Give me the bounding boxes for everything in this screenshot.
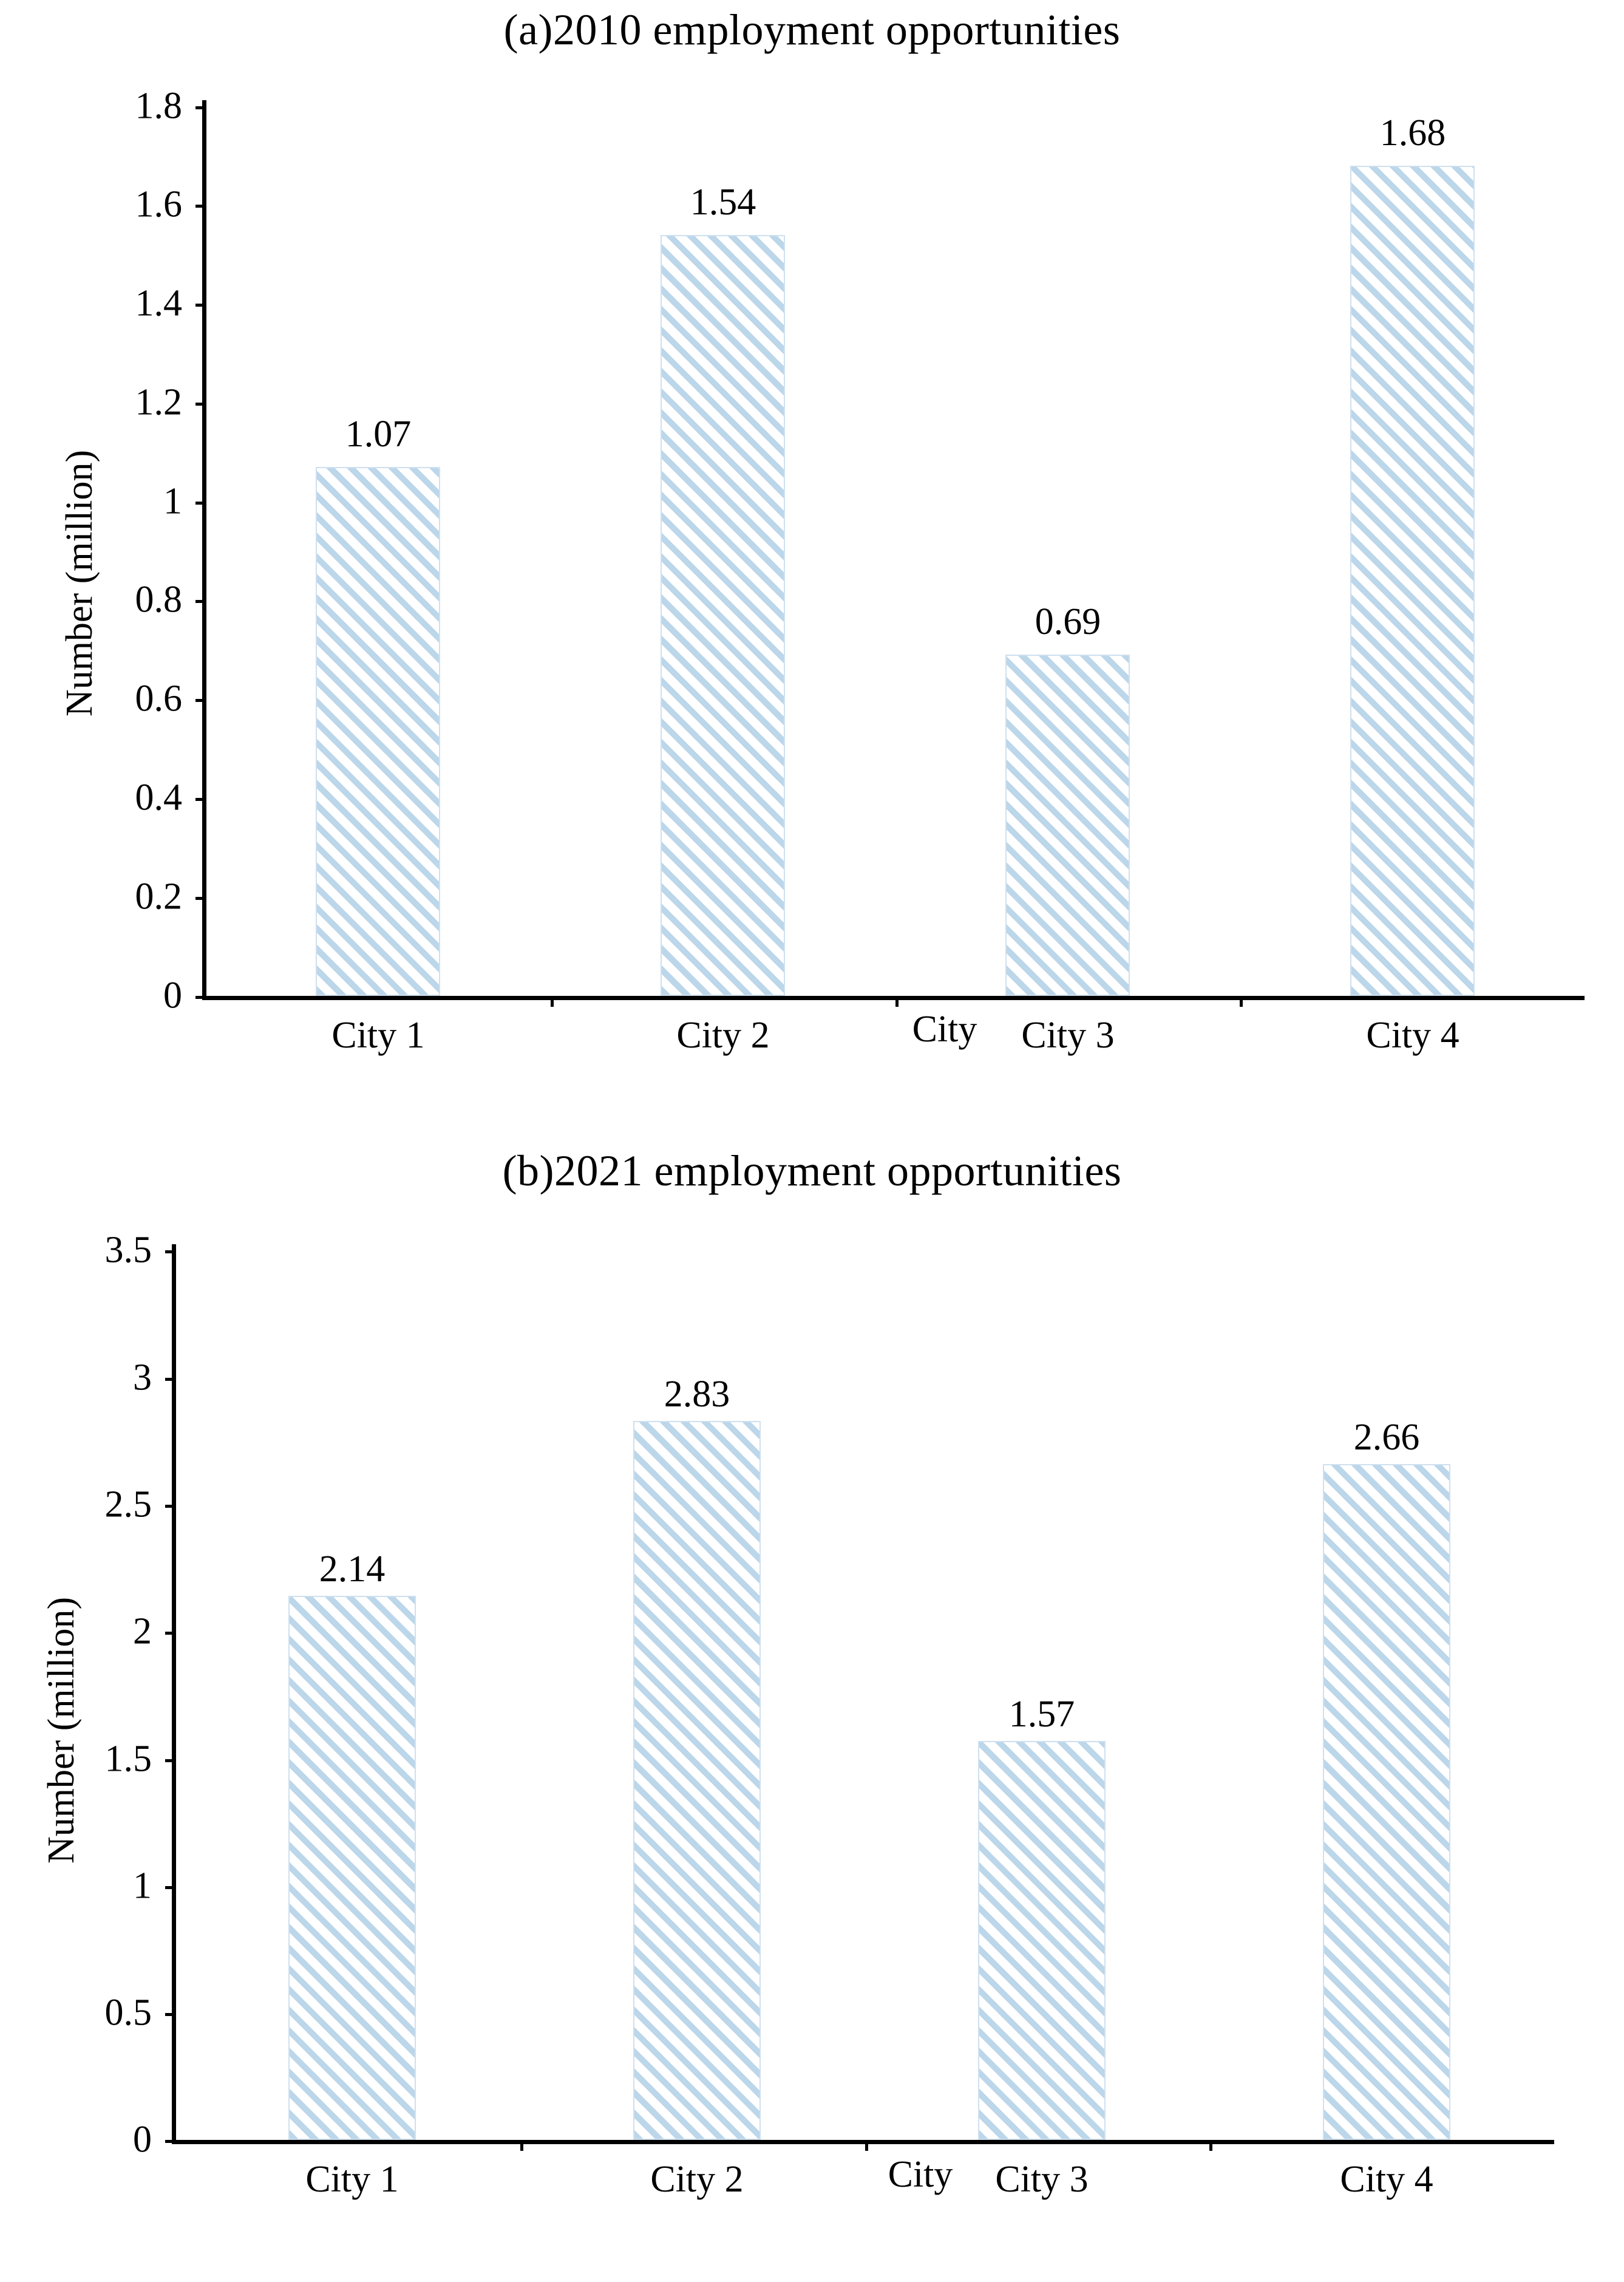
panel-b-bar-city-2 bbox=[633, 1421, 761, 2140]
panel-a-ytick-2 bbox=[195, 798, 206, 801]
panel-b-ytick-label-0: 0 bbox=[133, 2119, 152, 2161]
panel-b-ytick-6 bbox=[165, 1378, 176, 1381]
panel-a-ytick-label-0: 0 bbox=[163, 975, 182, 1017]
panel-b-title: (b)2021 employment opportunities bbox=[502, 1146, 1122, 1195]
panel-b-ytick-0 bbox=[165, 2140, 176, 2143]
panel-b-ytick-3 bbox=[165, 1759, 176, 1762]
panel-a-y-axis bbox=[202, 100, 206, 1000]
panel-a-bar-city-3 bbox=[1005, 655, 1130, 996]
panel-b-ytick-5 bbox=[165, 1505, 176, 1508]
panel-a-ytick-label-8: 1.6 bbox=[135, 183, 182, 225]
panel-b-y-axis-title: Number (million) bbox=[41, 1596, 82, 1864]
panel-b-category-label-0: City 1 bbox=[305, 2159, 399, 2200]
panel-a-ytick-label-9: 1.8 bbox=[135, 85, 182, 127]
panel-b-ytick-label-3: 1.5 bbox=[104, 1738, 152, 1780]
panel-b-category-label-1: City 2 bbox=[650, 2159, 744, 2200]
panel-a-xtick-1 bbox=[551, 996, 554, 1007]
panel-a-xtick-3 bbox=[1240, 996, 1243, 1007]
panel-b-ytick-label-2: 1 bbox=[133, 1865, 152, 1907]
panel-a-value-label-city-2: 1.54 bbox=[690, 182, 756, 223]
panel-b-ytick-1 bbox=[165, 2013, 176, 2016]
panel-a-ytick-label-5: 1 bbox=[163, 480, 182, 522]
panel-b-ytick-label-1: 0.5 bbox=[104, 1992, 152, 2034]
panel-a-category-label-0: City 1 bbox=[331, 1015, 425, 1056]
panel-b-plot-area bbox=[104, 1229, 1554, 2200]
panel-a-x-axis bbox=[202, 996, 1585, 1000]
panel-b-category-label-2: City 3 bbox=[995, 2159, 1089, 2200]
panel-b-value-label-city-4: 2.66 bbox=[1353, 1417, 1420, 1458]
panel-a-category-label-3: City 4 bbox=[1366, 1015, 1459, 1056]
panel-a-ytick-5 bbox=[195, 502, 206, 505]
panel-b-bar-city-4 bbox=[1323, 1464, 1450, 2140]
panel-a-ytick-4 bbox=[195, 600, 206, 603]
panel-b-xtick-2 bbox=[865, 2140, 868, 2151]
panel-a-value-label-city-1: 1.07 bbox=[345, 414, 412, 455]
panel-a-category-label-2: City 3 bbox=[1021, 1015, 1115, 1056]
panel-a-ytick-3 bbox=[195, 699, 206, 702]
chart-panel-b bbox=[0, 1141, 1624, 2282]
panel-b-bar-city-3 bbox=[978, 1741, 1106, 2140]
panel-a-ytick-label-4: 0.8 bbox=[135, 579, 182, 621]
panel-b-ytick-7 bbox=[165, 1250, 176, 1253]
panel-b-value-label-city-3: 1.57 bbox=[1008, 1694, 1075, 1735]
panel-b-xtick-3 bbox=[1209, 2140, 1212, 2151]
panel-a-x-axis-caption: City bbox=[912, 1009, 977, 1050]
panel-a-ytick-8 bbox=[195, 205, 206, 208]
panel-b-ytick-label-5: 2.5 bbox=[104, 1483, 152, 1525]
panel-a-y-axis-title: Number (million) bbox=[59, 449, 100, 717]
panel-a-ytick-0 bbox=[195, 996, 206, 999]
panel-b-ytick-label-7: 3.5 bbox=[104, 1229, 152, 1271]
panel-a-value-label-city-3: 0.69 bbox=[1035, 601, 1101, 642]
panel-a-category-label-1: City 2 bbox=[676, 1015, 770, 1056]
panel-a-value-label-city-4: 1.68 bbox=[1379, 112, 1446, 154]
panel-a-bar-city-4 bbox=[1350, 166, 1475, 996]
panel-a-ytick-label-6: 1.2 bbox=[135, 381, 182, 423]
panel-a-ytick-1 bbox=[195, 897, 206, 900]
panel-a-ytick-label-7: 1.4 bbox=[135, 282, 182, 324]
panel-a-ytick-9 bbox=[195, 106, 206, 109]
panel-b-xtick-1 bbox=[520, 2140, 523, 2151]
panel-b-x-axis-caption: City bbox=[888, 2154, 953, 2195]
panel-b-bar-city-1 bbox=[288, 1596, 416, 2140]
panel-a-title: (a)2010 employment opportunities bbox=[503, 5, 1121, 54]
panel-a-bar-city-2 bbox=[661, 235, 785, 996]
panel-b-ytick-label-6: 3 bbox=[133, 1357, 152, 1398]
panel-a-ytick-7 bbox=[195, 304, 206, 307]
panel-a-ytick-label-2: 0.4 bbox=[135, 777, 182, 819]
panel-a-xtick-2 bbox=[895, 996, 899, 1007]
panel-b-value-label-city-2: 2.83 bbox=[664, 1374, 730, 1415]
panel-a-bar-city-1 bbox=[316, 467, 440, 996]
panel-b-x-axis bbox=[172, 2140, 1554, 2144]
panel-b-ytick-4 bbox=[165, 1632, 176, 1635]
panel-a-ytick-6 bbox=[195, 403, 206, 406]
panel-a-ytick-label-3: 0.6 bbox=[135, 678, 182, 720]
panel-b-category-label-3: City 4 bbox=[1340, 2159, 1433, 2200]
panel-a-ytick-label-1: 0.2 bbox=[135, 876, 182, 918]
panel-b-ytick-label-4: 2 bbox=[133, 1610, 152, 1652]
panel-b-value-label-city-1: 2.14 bbox=[319, 1548, 386, 1590]
panel-b-ytick-2 bbox=[165, 1886, 176, 1889]
panel-a-plot-area bbox=[135, 85, 1585, 1056]
